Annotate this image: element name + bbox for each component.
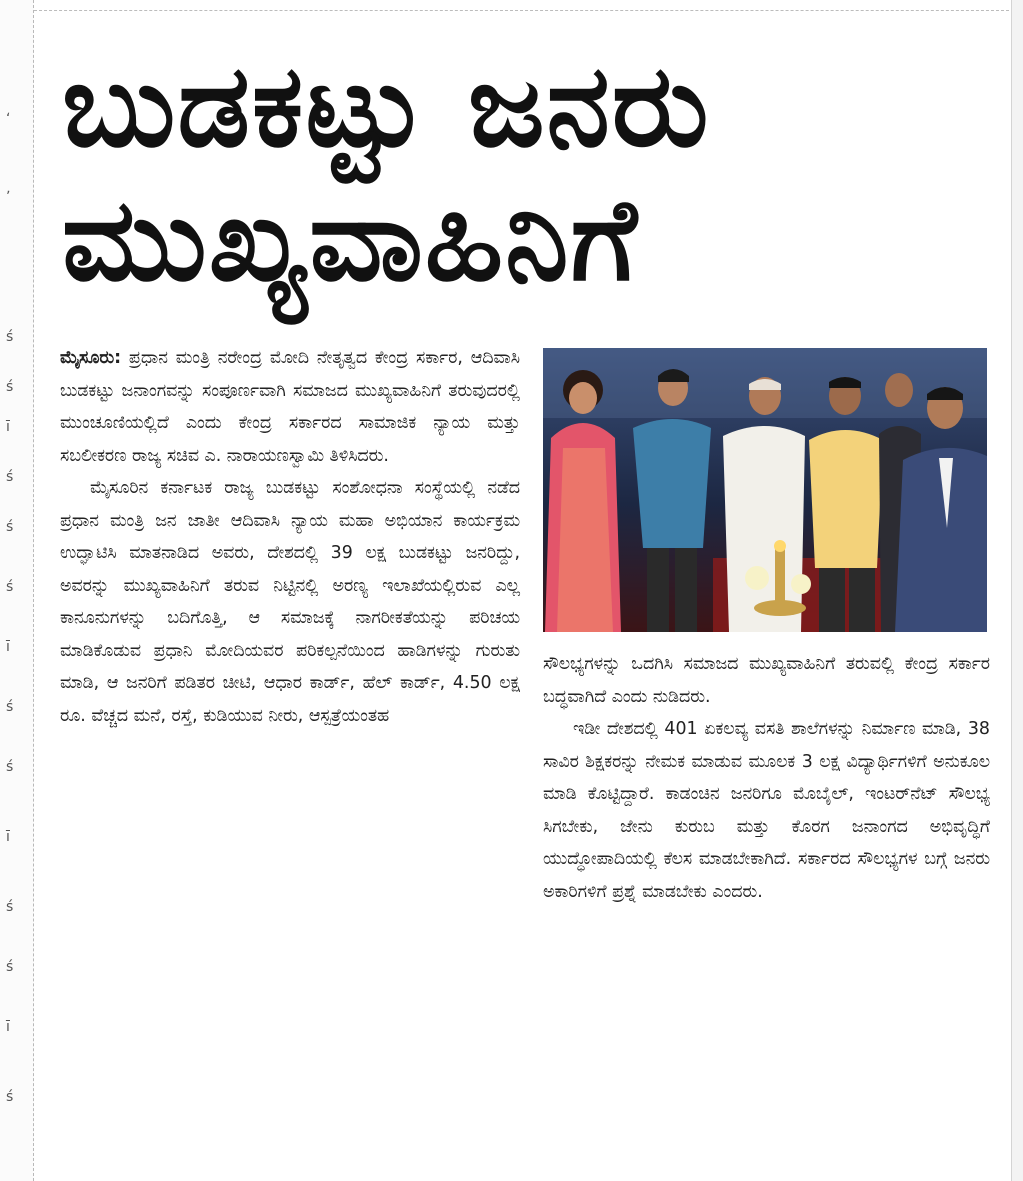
right-page-edge [1011, 0, 1023, 1181]
margin-mark: ś [6, 1089, 14, 1105]
margin-mark: ś [6, 759, 14, 775]
top-dashed-rule [34, 10, 1009, 11]
article-column-right [543, 648, 990, 908]
article-paragraph-3: ಸೌಲಭ್ಯಗಳನ್ನು ಒದಗಿಸಿ ಸಮಾಜದ ಮುಖ್ಯವಾಹಿನಿಗೆ ತರುವಲ್ಲಿ ಕೇಂದ್ರ ಸರ್ಕಾರ ಬದ್ಧವಾಗಿದೆ ಎಂದು ನುಡಿದರು. [543, 654, 990, 707]
margin-mark: ś [6, 699, 14, 715]
margin-mark: ś [6, 329, 14, 345]
margin-mark: ī [6, 639, 10, 655]
article-column-left [60, 342, 520, 732]
headline-line-1: ಬುಡಕಟ್ಟು ಜನರು [62, 39, 711, 172]
margin-mark: ś [6, 469, 14, 485]
margin-mark: ī [6, 1019, 10, 1035]
article-paragraph-4: ಇಡೀ ದೇಶದಲ್ಲಿ 401 ಏಕಲವ್ಯ ವಸತಿ ಶಾಲೆಗಳನ್ನು ನಿರ್ಮಾಣ ಮಾಡಿ, 38 ಸಾವಿರ ಶಿಕ್ಷಕರನ್ನು ನೇಮಕ ಮಾಡುವ ಮೂಲಕ 3 ಲಕ್ಷ ವಿದ್ಯಾರ್ಥಿಗಳಿಗೆ ಅನುಕೂಲ ಮಾಡಿ ಕೊಟ್ಟಿದ್ದಾರೆ. ಕಾಡಂಚಿನ ಜನರಿಗೂ ಮೊಬೈಲ್, ಇಂಟರ್‌ನೆಟ್ ಸೌಲಭ್ಯ ಸಿಗಬೇಕು, ಜೇನು ಕುರುಬ ಮತ್ತು ಕೊರಗ ಜನಾಂಗದ ಅಭಿವೃದ್ಧಿಗೆ ಯುದ್ಧೋಪಾದಿಯಲ್ಲಿ ಕೆಲಸ ಮಾಡಬೇಕಾಗಿದೆ. ಸರ್ಕಾರದ ಸೌಲಭ್ಯಗಳ ಬಗ್ಗೆ ಜನರು ಅಕಾರಿಗಳಿಗೆ ಪ್ರಶ್ನೆ ಮಾಡಬೇಕು ಎಂದರು. [543, 719, 990, 902]
article-paragraph-2: ಮೈಸೂರಿನ ಕರ್ನಾಟಕ ರಾಜ್ಯ ಬುಡಕಟ್ಟು ಸಂಶೋಧನಾ ಸಂಸ್ಥೆಯಲ್ಲಿ ನಡೆದ ಪ್ರಧಾನ ಮಂತ್ರಿ ಜನ ಜಾತೀ ಆದಿವಾಸಿ ನ್ಯಾಯ ಮಹಾ ಅಭಿಯಾನ ಕಾರ್ಯಕ್ರಮ ಉದ್ಘಾಟಿಸಿ ಮಾತನಾಡಿದ ಅವರು, ದೇಶದಲ್ಲಿ 39 ಲಕ್ಷ ಬುಡಕಟ್ಟು ಜನರಿದ್ದು, ಅವರನ್ನು ಮುಖ್ಯವಾಹಿನಿಗೆ ತರುವ ನಿಟ್ಟಿನಲ್ಲಿ ಅರಣ್ಯ ಇಲಾಖೆಯಲ್ಲಿರುವ ಎಲ್ಲ ಕಾನೂನುಗಳನ್ನು ಬದಿಗೊತ್ತಿ, ಆ ಸಮಾಜಕ್ಕೆ ನಾಗರೀಕತೆಯನ್ನು ಪರಿಚಯ ಮಾಡಿಕೊಡುವ ಪ್ರಧಾನಿ ಮೋದಿಯವರ ಪರಿಕಲ್ಪನೆಯಿಂದ ಹಾಡಿಗಳನ್ನು ಗುರುತು ಮಾಡಿ, ಆ ಜನರಿಗೆ ಪಡಿತರ ಚೀಟಿ, ಆಧಾರ ಕಾರ್ಡ್, ಹೆಲ್ ಕಾರ್ಡ್, 4.50 ಲಕ್ಷ ರೂ. ವೆಚ್ಚದ ಮನೆ, ರಸ್ತೆ, ಕುಡಿಯುವ ನೀರು, ಆಸ್ಪತ್ರೆಯಂತಹ [60, 478, 520, 726]
margin-mark: ī [6, 419, 10, 435]
margin-mark: ś [6, 379, 14, 395]
margin-mark: ʻ [6, 111, 11, 127]
photo-illustration [543, 348, 987, 632]
margin-mark: ś [6, 519, 14, 535]
margin-mark: ś [6, 899, 14, 915]
adjacent-column-strip [0, 0, 34, 1181]
margin-mark: ś [6, 959, 14, 975]
margin-mark: ʼ [6, 189, 11, 205]
news-photo [543, 348, 987, 632]
margin-mark: ś [6, 579, 14, 595]
headline-line-2: ಮುಖ್ಯವಾಹಿನಿಗೆ [62, 173, 639, 306]
article-paragraph-1 [60, 342, 520, 472]
paragraph-1-text: ಪ್ರಧಾನ ಮಂತ್ರಿ ನರೇಂದ್ರ ಮೋದಿ ನೇತೃತ್ವದ ಕೇಂದ್ರ ಸರ್ಕಾರ, ಆದಿವಾಸಿ ಬುಡಕಟ್ಟು ಜನಾಂಗವನ್ನು ಸಂಪೂರ್ಣವಾಗಿ ಸಮಾಜದ ಮುಖ್ಯವಾಹಿನಿಗೆ ತರುವುದರಲ್ಲಿ ಮುಂಚೂಣಿಯಲ್ಲಿದೆ ಎಂದು ಕೇಂದ್ರ ಸರ್ಕಾರದ ಸಾಮಾಜಿಕ ನ್ಯಾಯ ಮತ್ತು ಸಬಲೀಕರಣ ರಾಜ್ಯ ಸಚಿವ ಎ. ನಾರಾಯಣಸ್ವಾಮಿ ತಿಳಿಸಿದರು. [60, 348, 520, 466]
margin-mark: ī [6, 829, 10, 845]
dateline: ಮೈಸೂರು: [60, 348, 122, 368]
